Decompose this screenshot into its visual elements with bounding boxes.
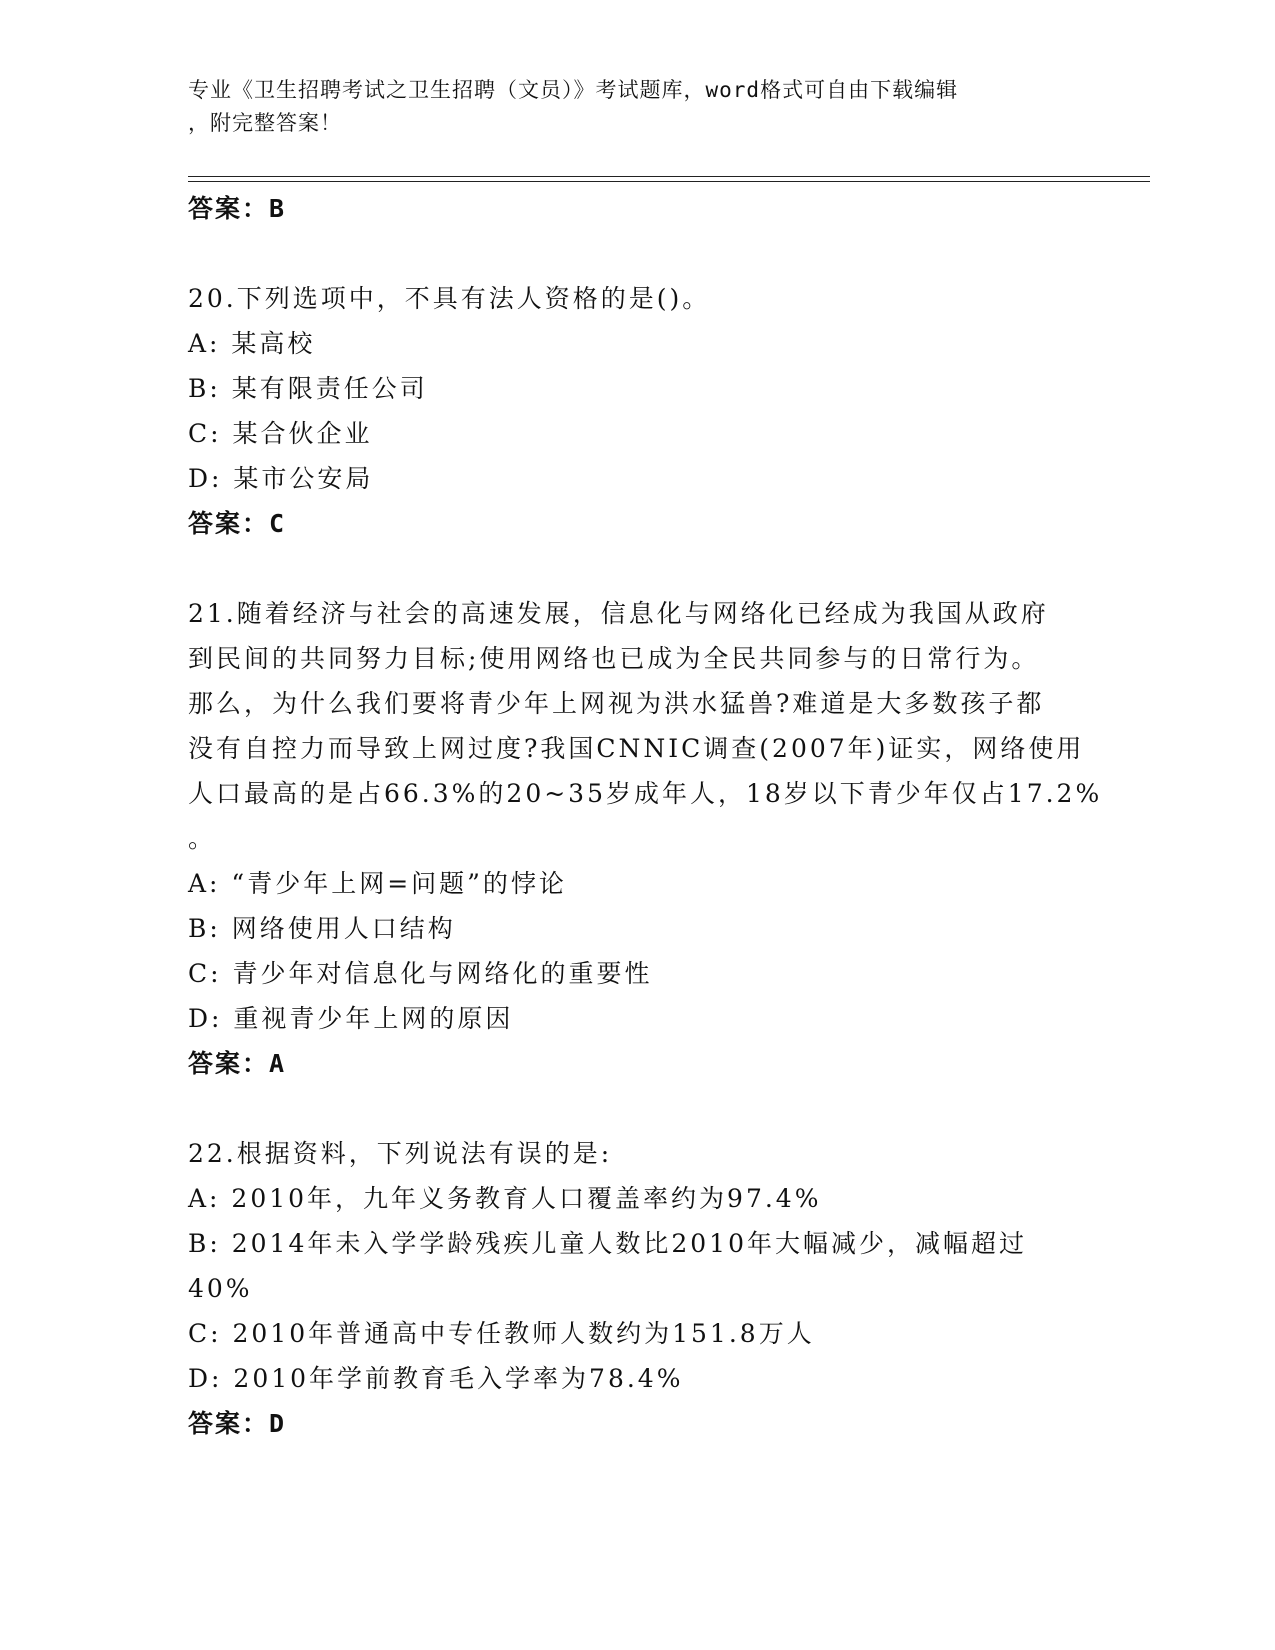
- option-c: C: 2010年普通高中专任教师人数约为151.8万人: [188, 1319, 815, 1348]
- option-d: D: 某市公安局: [188, 464, 374, 493]
- option-a: A: 某高校: [188, 329, 316, 358]
- option-c: C: 某合伙企业: [188, 419, 373, 448]
- header-divider-bottom: [188, 181, 1150, 182]
- option-b: B: 网络使用人口结构: [188, 914, 456, 943]
- page-header: [188, 74, 1068, 140]
- question-text: 没有自控力而导致上网过度?我国CNNIC调查(2007年)证实，网络使用: [188, 734, 1085, 763]
- question-20: [188, 276, 1088, 546]
- answer: 答案：D: [188, 1409, 287, 1438]
- question-list: [188, 186, 1103, 1446]
- question-22: [188, 1131, 1088, 1446]
- spacer: [188, 1086, 1088, 1131]
- answer: 答案：A: [188, 1049, 287, 1078]
- option-a: A: “青少年上网=问题”的悖论: [188, 869, 567, 898]
- question-text: 21.随着经济与社会的高速发展，信息化与网络化已经成为我国从政府: [188, 599, 1049, 628]
- answer: 答案：C: [188, 509, 287, 538]
- spacer: [188, 546, 1088, 591]
- header-text-line-1: 专业《卫生招聘考试之卫生招聘（文员）》考试题库，word格式可自由下载编辑: [188, 78, 959, 102]
- prev-answer: 答案：B: [188, 194, 287, 223]
- header-text-line-2: ，附完整答案！: [188, 111, 342, 135]
- option-d: D: 重视青少年上网的原因: [188, 1004, 514, 1033]
- option-a: A: 2010年，九年义务教育人口覆盖率约为97.4%: [188, 1184, 822, 1213]
- header-divider-top: [188, 176, 1150, 177]
- question-text: 人口最高的是占66.3%的20~35岁成年人，18岁以下青少年仅占17.2%: [188, 779, 1103, 808]
- option-b: B: 2014年未入学学龄残疾儿童人数比2010年大幅减少，减幅超过: [188, 1229, 1027, 1258]
- option-b: B: 某有限责任公司: [188, 374, 428, 403]
- option-b-continued: 40%: [188, 1274, 253, 1303]
- question-21: [188, 591, 1103, 1086]
- spacer: [188, 231, 1088, 276]
- question-text: 那么，为什么我们要将青少年上网视为洪水猛兽?难道是大多数孩子都: [188, 689, 1045, 718]
- question-text: 到民间的共同努力目标;使用网络也已成为全民共同参与的日常行为。: [188, 644, 1040, 673]
- question-text: 22.根据资料，下列说法有误的是:: [188, 1139, 613, 1168]
- option-c: C: 青少年对信息化与网络化的重要性: [188, 959, 653, 988]
- question-text: 。: [188, 824, 217, 853]
- question-text: 20.下列选项中，不具有法人资格的是()。: [188, 284, 711, 313]
- option-d: D: 2010年学前教育毛入学率为78.4%: [188, 1364, 684, 1393]
